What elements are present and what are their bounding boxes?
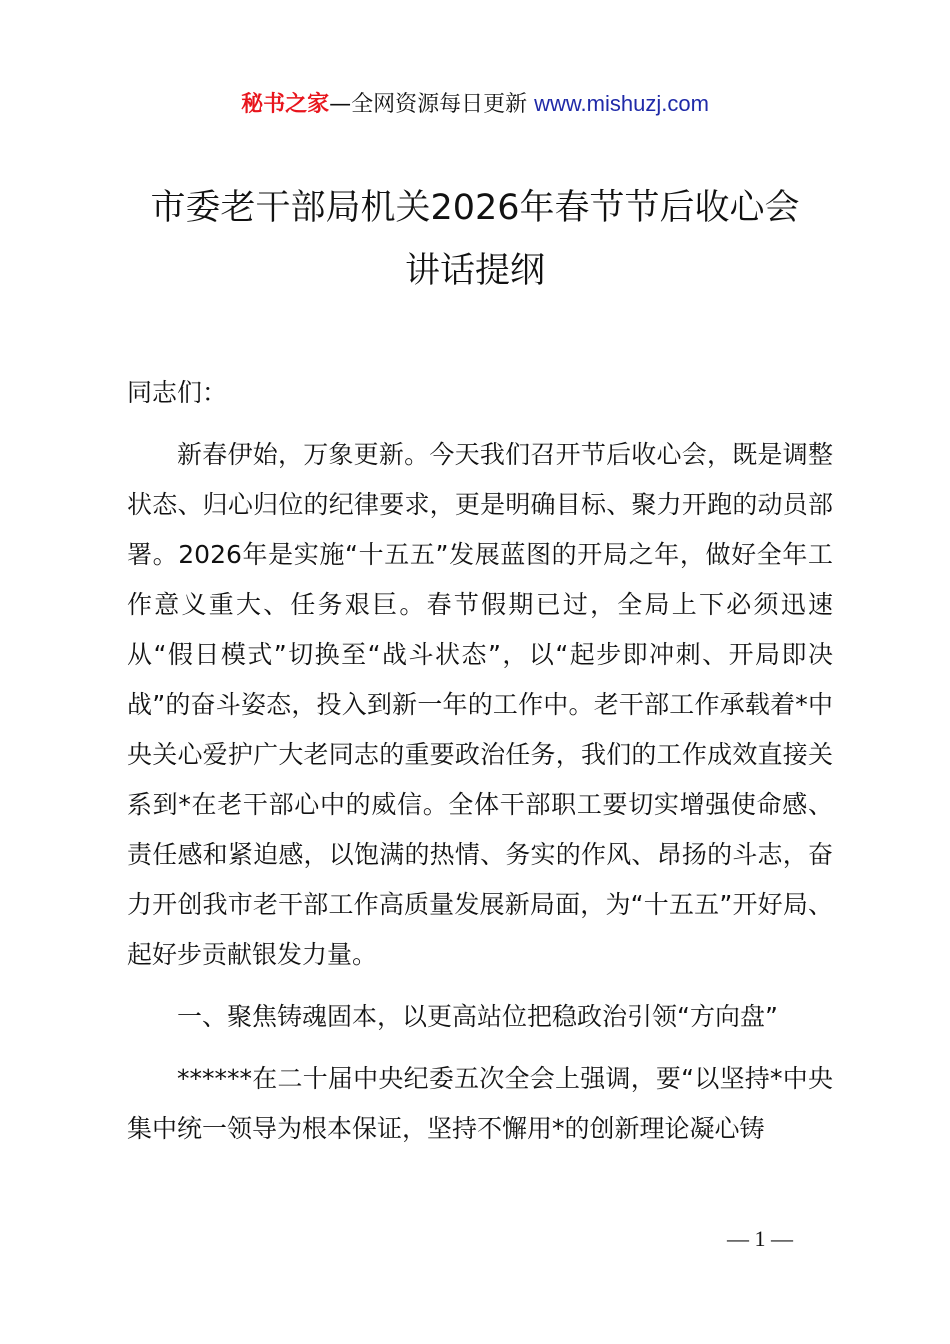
site-header (0, 88, 950, 121)
section-1-heading: 一、聚焦铸魂固本，以更高站位把稳政治引领“方向盘” (177, 1002, 778, 1031)
site-url[interactable]: www.mishuzj.com (534, 91, 709, 116)
greeting: 同志们： (127, 378, 228, 407)
document-title-line-1: 市委老干部局机关2026年春节节后收心会 (150, 188, 800, 228)
document-body (127, 368, 833, 1166)
document-title-line-2: 讲话提纲 (404, 251, 545, 291)
brand-name: 秘书之家 (241, 92, 330, 117)
intro-paragraph: 新春伊始，万象更新。今天我们召开节后收心会，既是调整状态、归心归位的纪律要求，更是明确目标、聚力开跑的动员部署。2026年是实施“十五五”发展蓝图的开局之年，做好全年工作意义重大、任务艰巨。春节假期已过，全局上下必须迅速从“假日模式”切换至“战斗状态”，以“起步即冲刺、开局即决战”的奋斗姿态，投入到新一年的工作中。老干部工作承载着*中央关心爱护广大老同志的重要政治任务，我们的工作成效直接关系到*在老干部心中的威信。全体干部职工要切实增强使命感、责任感和紧迫感，以饱满的热情、务实的作风、昂扬的斗志，奋力开创我市老干部工作高质量发展新局面，为“十五五”开好局、起好步贡献银发力量。 (127, 440, 833, 969)
section-1-paragraph: ******在二十届中央纪委五次全会上强调，要“以坚持*中央集中统一领导为根本保证，坚持不懈用*的创新理论凝心铸 (127, 1064, 833, 1143)
page-number: — 1 — (727, 1226, 793, 1251)
header-tagline: —全网资源每日更新 (329, 92, 528, 117)
